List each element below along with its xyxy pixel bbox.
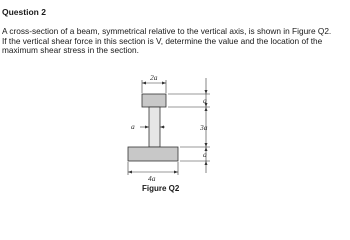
- top-width-arrow-right: [162, 82, 166, 85]
- top-width-arrow-left: [142, 82, 146, 85]
- bottom-flange: [128, 147, 178, 161]
- bottom-flange-arrow-bottom: [205, 161, 208, 165]
- top-flange-arrow-bottom: [205, 107, 208, 111]
- web-width-arrow-right: [160, 126, 164, 129]
- bottom-width-arrow-right: [174, 171, 178, 174]
- web-height-label: 3a: [200, 123, 208, 132]
- web-height-arrow-bottom: [205, 143, 208, 147]
- question-line-3: maximum shear stress in the section.: [2, 45, 139, 56]
- top-flange-arrow-top: [205, 90, 208, 94]
- question-line-1: A cross-section of a beam, symmetrical relative to the vertical axis, is shown in Figure Q2.: [2, 26, 332, 36]
- figure-caption: Figure Q2: [142, 184, 180, 193]
- bottom-width-arrow-left: [128, 171, 132, 174]
- top-width-label: 2a: [150, 73, 158, 82]
- top-flange-height-label: a: [203, 96, 207, 105]
- web-width-label: a: [131, 122, 135, 131]
- question-title: Question 2: [2, 7, 46, 17]
- web-width-arrow: [145, 126, 149, 129]
- question-line-2: If the vertical shear force in this section is V, determine the value and the location of the: [2, 35, 323, 46]
- top-flange: [142, 94, 166, 107]
- bottom-flange-height-label: a: [203, 150, 207, 159]
- web: [149, 107, 160, 147]
- bottom-width-label: 4a: [148, 174, 156, 183]
